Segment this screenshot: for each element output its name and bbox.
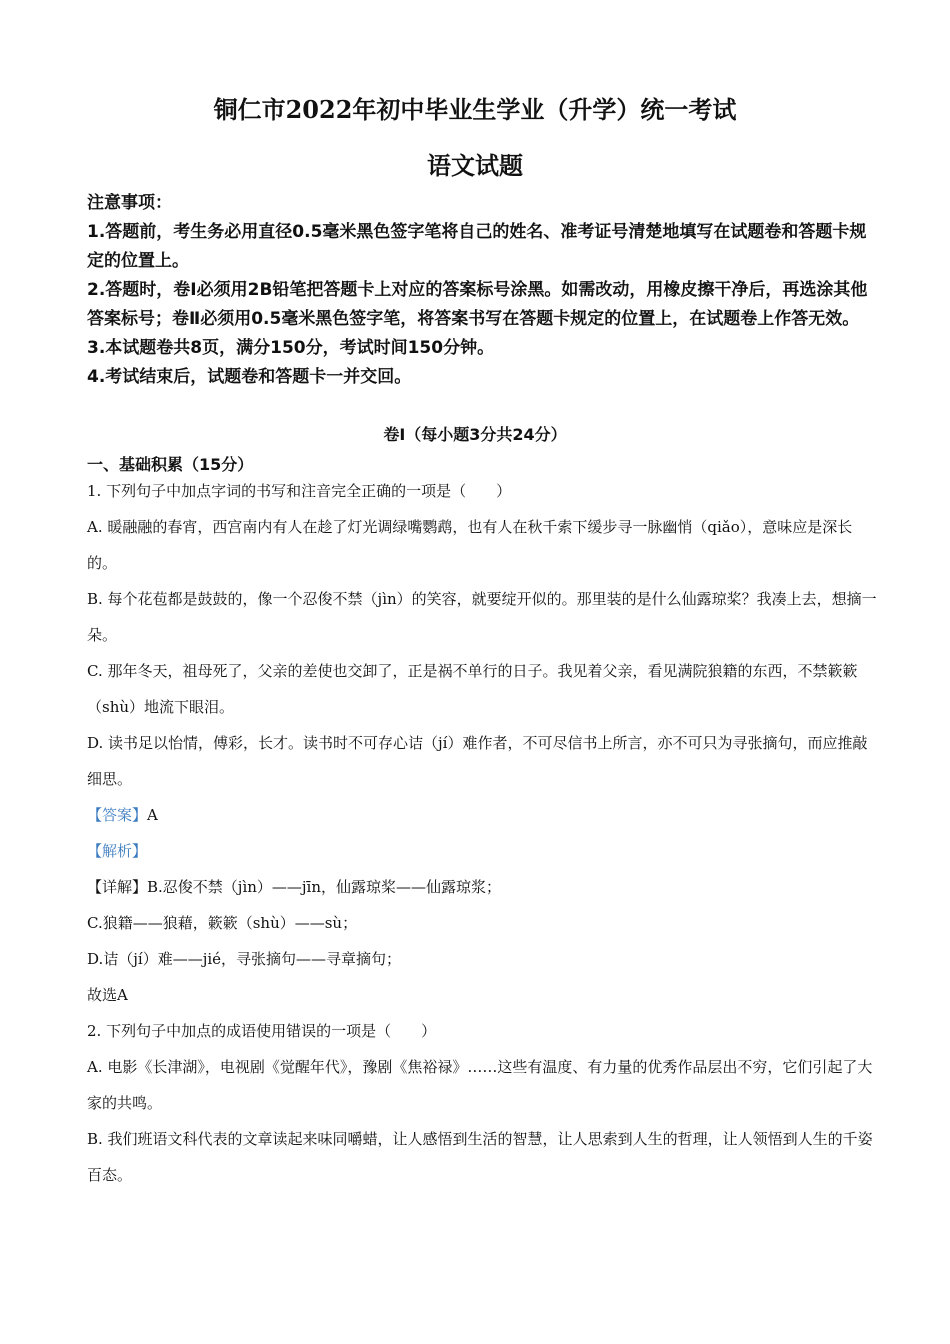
q2-option-a: A. 电影《长津湖》，电视剧《觉醒年代》，豫剧《焦裕禄》……这些有温度、有力量的优秀作品层出不穷，它们引起了大家的共鸣。 [87, 1058, 873, 1112]
answer-value: A [147, 806, 158, 824]
section1-heading: 一、基础积累（15分） [87, 455, 254, 474]
q1-answer [87, 797, 877, 833]
notice-heading: 注意事项： [87, 193, 172, 213]
q1-detail: C.狼籍——狼藉，簌簌（shù）——sù； [87, 914, 358, 932]
q1-option-d: D. 读书足以怡情，傅彩，长才。读书时不可存心诘（jí）难作者，不可尽信书上所言，亦不可只为寻张摘句，而应推敲细思。 [87, 734, 868, 788]
notice-item: 1.答题前，考生务必用直径0.5毫米黑色签字笔将自己的姓名、准考证号清楚地填写在试题卷和答题卡规定的位置上。 [87, 222, 867, 271]
notice-item: 4.考试结束后，试题卷和答题卡一并交回。 [87, 367, 412, 387]
q2-option-b: B. 我们班语文科代表的文章读起来味同嚼蜡，让人感悟到生活的智慧，让人思索到人生的哲理，让人领悟到人生的千姿百态。 [87, 1130, 873, 1184]
q1-option-c: C. 那年冬天，祖母死了，父亲的差使也交卸了，正是祸不单行的日子。我见着父亲，看见满院狼籍的东西，不禁簌簌（shù）地流下眼泪。 [87, 662, 858, 716]
q1-option-b: B. 每个花苞都是鼓鼓的，像一个忍俊不禁（jìn）的笑容，就要绽开似的。那里装的是什么仙露琼桨？我凑上去，想摘一朵。 [87, 590, 877, 644]
notice-item: 2.答题时，卷Ⅰ必须用2B铅笔把答题卡上对应的答案标号涂黑。如需改动，用橡皮擦干净后，再选涂其他答案标号；卷Ⅱ必须用0.5毫米黑色签字笔，将答案书写在答题卡规定的位置上，在试题卷上作答无效。 [87, 280, 868, 329]
q1-detail: 【详解】B.忍俊不禁（jìn）——jīn，仙露琼桨——仙露琼浆； [87, 878, 502, 896]
q2-stem: 2. 下列句子中加点的成语使用错误的一项是（ ） [87, 1022, 437, 1040]
q1-detail: D.诘（jí）难——jié，寻张摘句——寻章摘句； [87, 950, 402, 968]
q1-analysis-label: 【解析】 [87, 842, 148, 860]
exam-subject-title: 语文试题 [427, 151, 523, 180]
question-area [87, 473, 877, 1193]
part1-heading: 卷Ⅰ（每小题3分共24分） [383, 425, 567, 444]
answer-label: 【答案】 [87, 806, 148, 824]
notice-block [87, 189, 877, 392]
q1-stem: 1. 下列句子中加点字词的书写和注音完全正确的一项是（ ） [87, 482, 512, 500]
exam-title: 铜仁市2022年初中毕业生学业（升学）统一考试 [213, 95, 737, 124]
notice-item: 3.本试题卷共8页，满分150分，考试时间150分钟。 [87, 338, 495, 358]
q1-option-a: A. 暖融融的春宵，西宫南内有人在趁了灯光调绿嘴鹦鹉，也有人在秋千索下缓步寻一脉幽悄（qiǎo），意味应是深长的。 [87, 518, 853, 572]
q1-conclusion: 故选A [87, 986, 128, 1004]
